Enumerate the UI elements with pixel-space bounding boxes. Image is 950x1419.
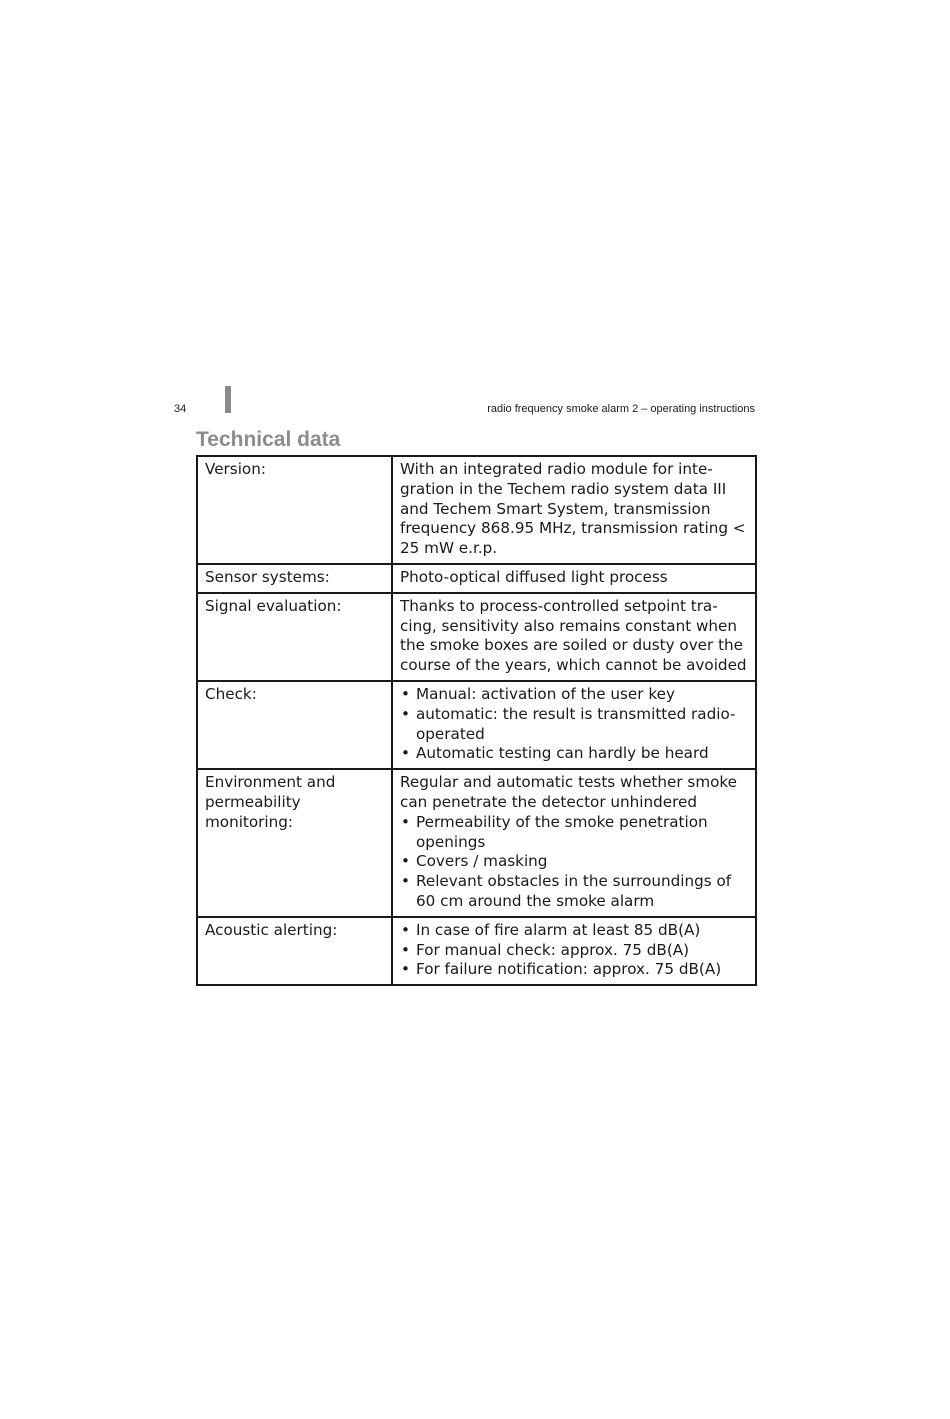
row-value — [392, 681, 756, 769]
row-label: Check: — [197, 681, 392, 769]
bullet-list — [400, 685, 748, 764]
row-value — [392, 456, 756, 564]
list-item: • Relevant obstacles in the surroundings of 60 cm around the smoke alarm — [400, 872, 748, 912]
table-row — [197, 917, 756, 985]
row-label: Version: — [197, 456, 392, 564]
table-row — [197, 769, 756, 917]
row-label: Acoustic alerting: — [197, 917, 392, 985]
row-text: With an integrated radio module for inte-gration in the Techem radio system data III and Techem Smart System, transmission frequency 868.95 MHz, transmission rating < 25 mW e.r.p. — [400, 460, 746, 558]
row-text: Regular and automatic tests whether smoke can penetrate the detector unhindered — [400, 773, 738, 811]
section-title: Technical data — [196, 428, 341, 451]
row-value — [392, 564, 756, 593]
technical-data-table — [196, 455, 757, 986]
header-bar-decoration — [225, 386, 231, 413]
bullet-list — [400, 921, 748, 980]
page-number: 34 — [174, 403, 187, 415]
row-label: Environment and permeability monitoring: — [197, 769, 392, 917]
row-text: Thanks to process-controlled setpoint tra-cing, sensitivity also remains constant when the smoke boxes are soiled or dusty over the course of the years, which cannot be avoided — [400, 596, 747, 675]
list-item: • For failure notification: approx. 75 dB(A) — [400, 960, 748, 980]
list-item: • Permeability of the smoke penetration openings — [400, 813, 748, 853]
list-item: • Automatic testing can hardly be heard — [400, 744, 748, 764]
list-item: • automatic: the result is transmitted radio-operated — [400, 705, 748, 745]
row-value — [392, 917, 756, 985]
list-item: • Manual: activation of the user key — [400, 685, 748, 705]
row-text: Photo-optical diffused light process — [400, 567, 668, 586]
running-head: radio frequency smoke alarm 2 – operating instructions — [487, 403, 755, 415]
list-item: • Covers / masking — [400, 852, 748, 872]
table-row — [197, 593, 756, 681]
table-row — [197, 564, 756, 593]
row-label: Sensor systems: — [197, 564, 392, 593]
row-value — [392, 769, 756, 917]
list-item: • In case of fire alarm at least 85 dB(A) — [400, 921, 748, 941]
bullet-list — [400, 813, 748, 912]
list-item: • For manual check: approx. 75 dB(A) — [400, 941, 748, 961]
row-value — [392, 593, 756, 681]
table-row — [197, 456, 756, 564]
table-row — [197, 681, 756, 769]
row-label: Signal evaluation: — [197, 593, 392, 681]
